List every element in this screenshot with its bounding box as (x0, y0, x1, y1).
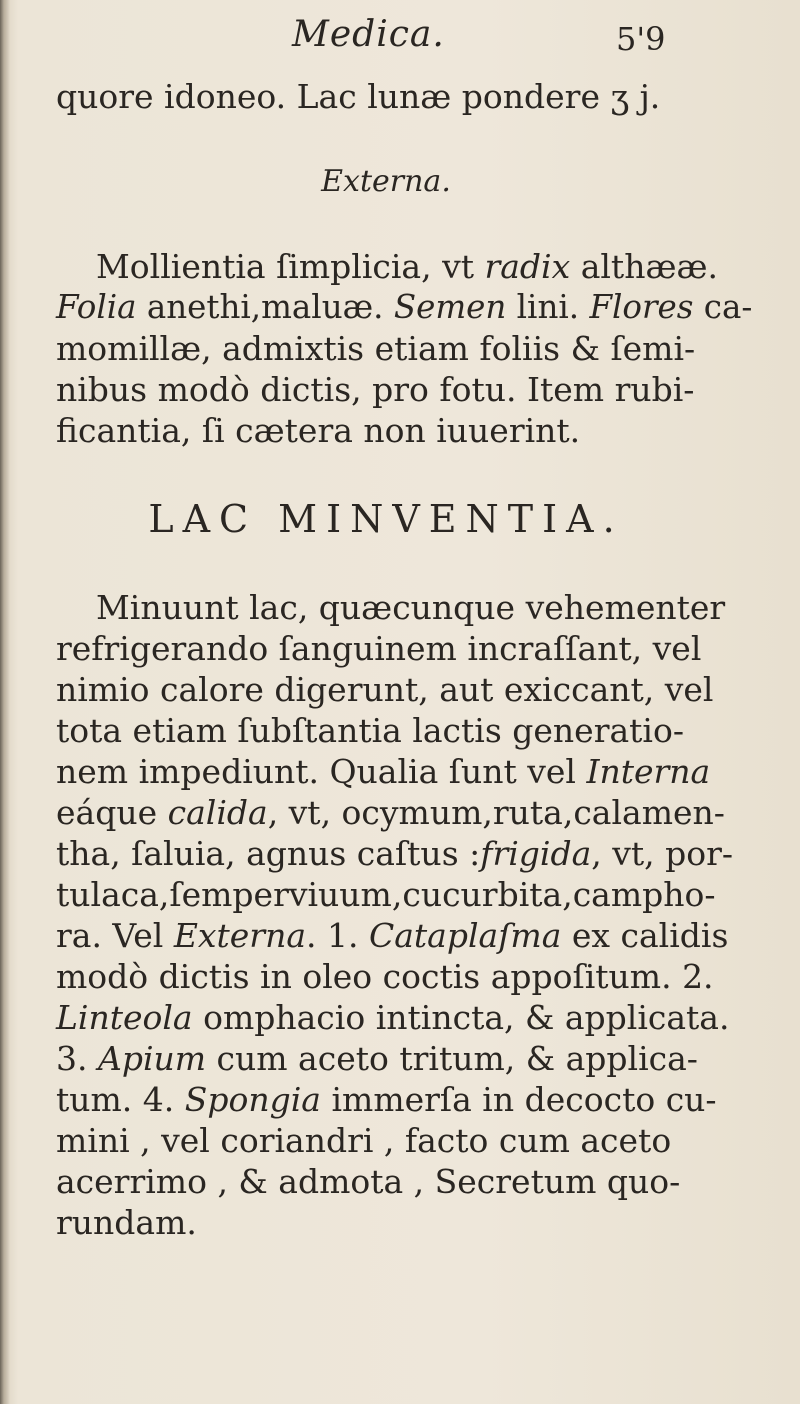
text-segment: tha, ſaluia, agnus caſtus : (56, 834, 481, 873)
text-line (56, 710, 716, 751)
text-segment: immerſa in decocto cu- (320, 1080, 717, 1119)
text-segment: ca- (693, 288, 753, 326)
text-line (56, 1161, 716, 1202)
text-segment: nem impediunt. Qualia ſunt vel (56, 752, 587, 791)
text-line (56, 287, 753, 328)
text-line (56, 628, 716, 669)
text-segment: tulaca,ſemperviuum,cucurbita,campho- (56, 875, 716, 914)
italic-term: Folia (56, 288, 137, 326)
italic-term: Cataplaſma (368, 916, 562, 955)
text-line (56, 956, 716, 997)
italic-term: Externa (173, 916, 307, 955)
spacer (56, 543, 716, 587)
spacer (56, 451, 716, 495)
text-segment: modò dictis in oleo coctis appoſitum. 2. (56, 957, 714, 996)
text-segment: eáque (56, 793, 168, 832)
text-segment: . 1. (306, 916, 369, 955)
text-line (56, 1120, 716, 1161)
text-segment: tota etiam ſubſtantia lactis generatio- (56, 711, 684, 750)
spacer (56, 117, 716, 161)
italic-term: Apium (97, 1039, 207, 1078)
italic-term: calida (167, 793, 268, 832)
text-line (56, 410, 716, 451)
text-segment: ficantia, ſi cætera non iuuerint. (56, 411, 581, 450)
text-segment: , vt, por- (591, 834, 734, 873)
text-segment: lini. (506, 288, 590, 326)
text-segment: omphacio intincta, & applicata. (192, 998, 730, 1037)
italic-term: Semen (393, 288, 507, 326)
text-segment: althææ. (570, 247, 718, 286)
text-segment: ra. Vel (56, 916, 174, 955)
text-segment: acerrimo , & admota , Secretum quo- (56, 1162, 681, 1201)
text-line (56, 76, 716, 117)
text-segment: ex calidis (561, 916, 729, 955)
text-segment: Mollientia ſimplicia, vt (96, 247, 485, 286)
italic-term: frigida (480, 834, 592, 873)
text-segment: anethi,maluæ. (136, 288, 394, 326)
page-gutter-shadow (0, 0, 10, 1404)
text-segment: nibus modò dictis, pro fotu. Item rubi- (56, 370, 695, 409)
text-segment: quore idoneo. Lac lunæ pondere ʒ j. (56, 77, 661, 116)
italic-term: Spongia (184, 1080, 321, 1119)
spacer (56, 202, 716, 246)
text-segment: cum aceto tritum, & applica- (206, 1039, 698, 1078)
text-line (56, 833, 734, 874)
text-segment: 3. (56, 1039, 98, 1078)
text-line (56, 874, 716, 915)
text-segment: Minuunt lac, quæcunque vehementer (96, 588, 726, 627)
page-number: 5'9 (616, 20, 666, 58)
text-line (56, 328, 716, 369)
text-line (56, 369, 716, 410)
running-title: Medica. (292, 14, 445, 55)
text-line (56, 587, 726, 628)
main-text (56, 76, 753, 1243)
text-segment: rundam. (56, 1203, 197, 1242)
text-segment: momillæ, admixtis etiam foliis & ſemi- (56, 329, 696, 368)
italic-term: Flores (589, 288, 694, 326)
running-head (0, 12, 800, 72)
text-line (56, 669, 716, 710)
text-line (56, 246, 716, 287)
text-line (56, 997, 730, 1038)
italic-term: Linteola (56, 998, 193, 1037)
italic-term: Interna (586, 752, 711, 791)
text-segment: nimio calore digerunt, aut exiccant, vel (56, 670, 714, 709)
text-segment: , vt, ocymum,ruta,calamen- (267, 793, 725, 832)
text-line (56, 751, 716, 792)
text-segment: mini , vel coriandri , facto cum aceto (56, 1121, 672, 1160)
text-line (56, 792, 725, 833)
text-line (56, 1202, 716, 1243)
text-segment: tum. 4. (56, 1080, 185, 1119)
section-heading: LAC MINVENTIA. (148, 497, 624, 541)
text-segment: refrigerando ſanguinem incraſſant, vel (56, 629, 702, 668)
italic-term: radix (484, 247, 571, 286)
text-line (56, 1079, 716, 1120)
subheading-externa: Externa. (321, 164, 451, 199)
text-line (56, 1038, 716, 1079)
text-line (56, 915, 729, 956)
